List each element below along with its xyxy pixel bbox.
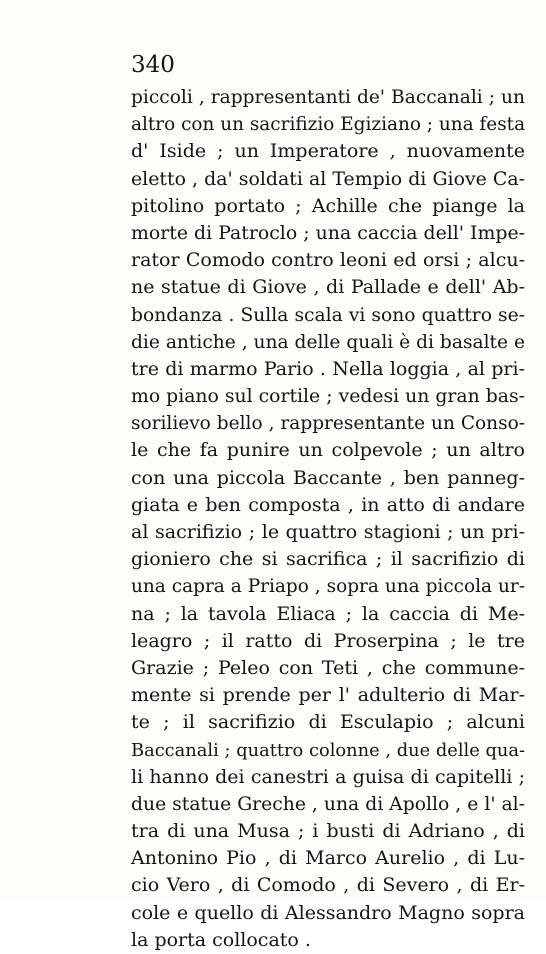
text-line: altro con un sacrifizio Egiziano ; una festa bbox=[131, 114, 526, 136]
text-line: cole e quello di Alessandro Magno sopra bbox=[131, 901, 525, 924]
text-line: le che fa punire un colpevole ; un altro bbox=[131, 439, 525, 462]
text-line: li hanno dei canestri a guisa di capitelli ; bbox=[131, 765, 525, 788]
text-line: al sacrifizio ; le quattro stagioni ; un pri- bbox=[131, 521, 525, 543]
text-line: con una piccola Baccante , ben panneg- bbox=[131, 466, 525, 489]
text-line: na ; la tavola Eliaca ; la caccia di Me- bbox=[131, 602, 525, 625]
text-line: Antonino Pio , di Marco Aurelio , di Lu- bbox=[131, 847, 525, 870]
text-line: te ; il sacrifizio di Esculapio ; alcuni bbox=[131, 711, 525, 734]
text-line: Baccanali ; quattro colonne , due delle qua- bbox=[131, 739, 525, 761]
text-line: bondanza . Sulla scala vi sono quattro se- bbox=[131, 304, 525, 326]
text-line: eletto , da' soldati al Tempio di Giove Ca- bbox=[131, 167, 525, 190]
text-line: mo piano sul cortile ; vedesi un gran bas- bbox=[131, 386, 525, 408]
body-text bbox=[131, 84, 525, 954]
text-line: Grazie ; Peleo con Teti , che commune- bbox=[131, 656, 525, 679]
text-line: una capra a Priapo , sopra una piccola ur- bbox=[131, 576, 525, 598]
text-line: rator Comodo contro leoni ed orsi ; alcu- bbox=[131, 249, 525, 272]
page-number: 340 bbox=[131, 52, 175, 78]
text-line: sorilievo bello , rappresentante un Conso- bbox=[131, 413, 525, 435]
text-line: d' Iside ; un Imperatore , nuovamente bbox=[131, 140, 525, 163]
text-line: tra di una Musa ; i busti di Adriano , di bbox=[131, 820, 525, 843]
text-line: piccoli , rappresentanti de' Baccanali ; un bbox=[131, 87, 525, 108]
text-line: due statue Greche , una di Apollo , e l' al- bbox=[131, 793, 525, 815]
text-line: tre di marmo Pario . Nella loggia , al pri- bbox=[131, 357, 525, 380]
text-line: cio Vero , di Comodo , di Severo , di Er- bbox=[131, 874, 525, 897]
text-line: morte di Patroclo ; una caccia dell' Impe- bbox=[131, 221, 525, 244]
text-line: ne statue di Giove , di Pallade e dell' Ab- bbox=[131, 276, 525, 299]
text-line: gioniero che si sacrifica ; il sacrifizio di bbox=[131, 548, 525, 571]
text-line: pitolino portato ; Achille che piange la bbox=[131, 194, 525, 217]
text-line: mente si prende per l' adulterio di Mar- bbox=[131, 684, 525, 707]
text-line-last: la porta collocato . bbox=[131, 928, 311, 951]
text-line: leagro ; il ratto di Proserpina ; le tre bbox=[131, 629, 525, 652]
text-line: giata e ben composta , in atto di andare bbox=[131, 493, 525, 516]
text-line: die antiche , una delle quali è di basalte e bbox=[131, 331, 525, 353]
